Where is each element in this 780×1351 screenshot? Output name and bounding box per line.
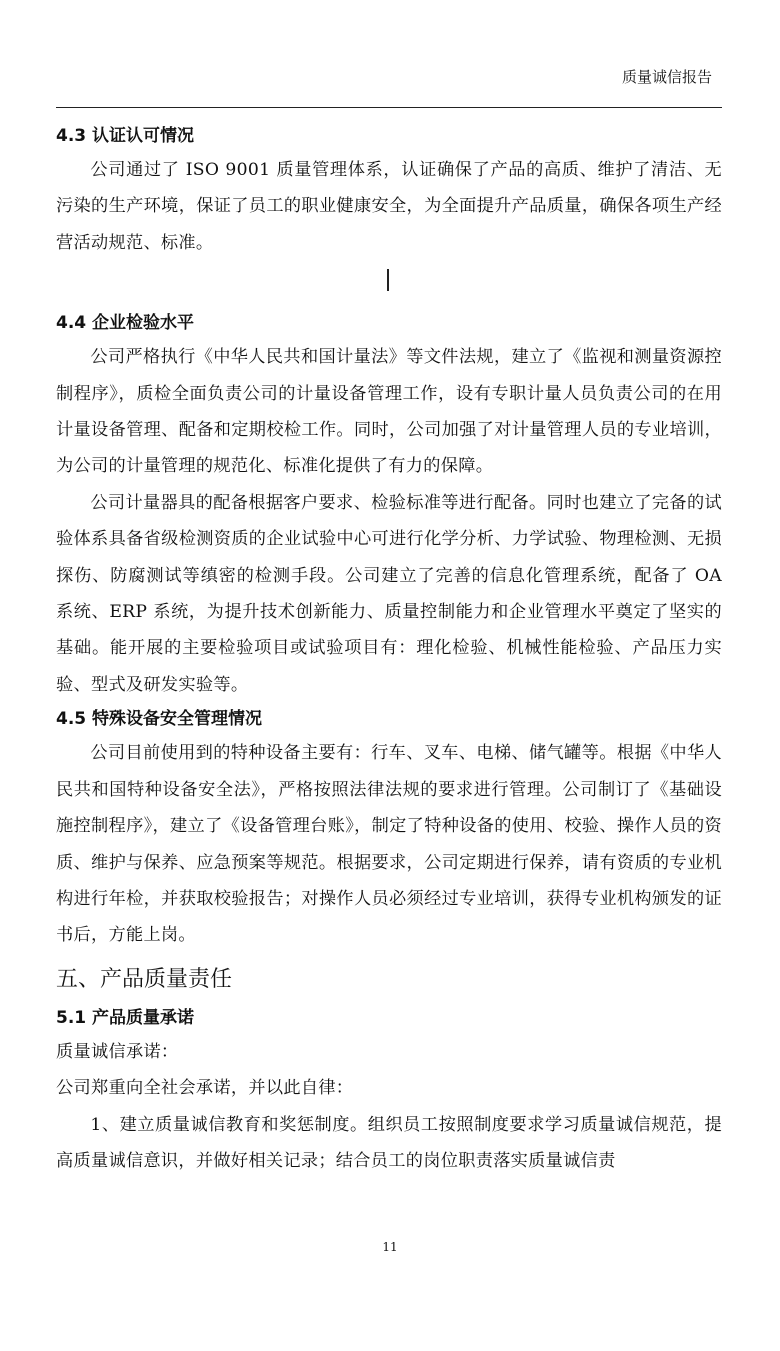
paragraph: 公司计量器具的配备根据客户要求、检验标准等进行配备。同时也建立了完备的试验体系具备省级检测资质的企业试验中心可进行化学分析、力学试验、物理检测、无损探伤、防腐测试等缜密的检测手段。公司建立了完善的信息化管理系统，配备了 OA 系统、ERP 系统，为提升技术创新能力、质量控制能力和企业管理水平奠定了坚实的基础。能开展的主要检验项目或试验项目有：理化检验、机械性能检验、产品压力实验、型式及研发实验等。 (56, 492, 722, 695)
text-cursor (56, 261, 722, 307)
section-heading-4-5: 4.5 特殊设备安全管理情况 (56, 709, 263, 730)
section-heading-4-4: 4.4 企业检验水平 (56, 313, 195, 334)
section-heading-4-3: 4.3 认证认可情况 (56, 126, 195, 146)
paragraph: 公司郑重向全社会承诺，并以此自律： (56, 1078, 354, 1099)
paragraph: 质量诚信承诺： (56, 1041, 179, 1062)
paragraph: 公司目前使用到的特种设备主要有：行车、叉车、电梯、储气罐等。根据《中华人民共和国特种设备安全法》，严格按照法律法规的要求进行管理。公司制订了《基础设施控制程序》，建立了《设备管理台账》，制定了特种设备的使用、校验、操作人员的资质、维护与保养、应急预案等规范。根据要求，公司定期进行保养，请有资质的专业机构进行年检，并获取校验报告；对操作人员必须经过专业培训，获得专业机构颁发的证书后，方能上岗。 (56, 743, 722, 946)
paragraph: 公司通过了 ISO 9001 质量管理体系，认证确保了产品的高质、维护了清洁、无污染的生产环境，保证了员工的职业健康安全，为全面提升产品质量，确保各项生产经营活动规范、标准。 (56, 160, 722, 253)
header-title: 质量诚信报告 (621, 68, 712, 86)
chapter-heading-5: 五、产品质量责任 (56, 966, 233, 992)
header-divider (56, 107, 722, 108)
page-content (56, 120, 722, 1179)
page-number: 11 (382, 1240, 398, 1254)
paragraph: 公司严格执行《中华人民共和国计量法》等文件法规，建立了《监视和测量资源控制程序》，质检全面负责公司的计量设备管理工作，设有专职计量人员负责公司的在用计量设备管理、配备和定期校检工作。同时，公司加强了对计量管理人员的专业培训，为公司的计量管理的规范化、标准化提供了有力的保障。 (56, 347, 722, 477)
paragraph: 1、建立质量诚信教育和奖惩制度。组织员工按照制度要求学习质量诚信规范，提高质量诚信意识，并做好相关记录；结合员工的岗位职责落实质量诚信责 (56, 1114, 722, 1171)
section-heading-5-1: 5.1 产品质量承诺 (56, 1007, 195, 1028)
